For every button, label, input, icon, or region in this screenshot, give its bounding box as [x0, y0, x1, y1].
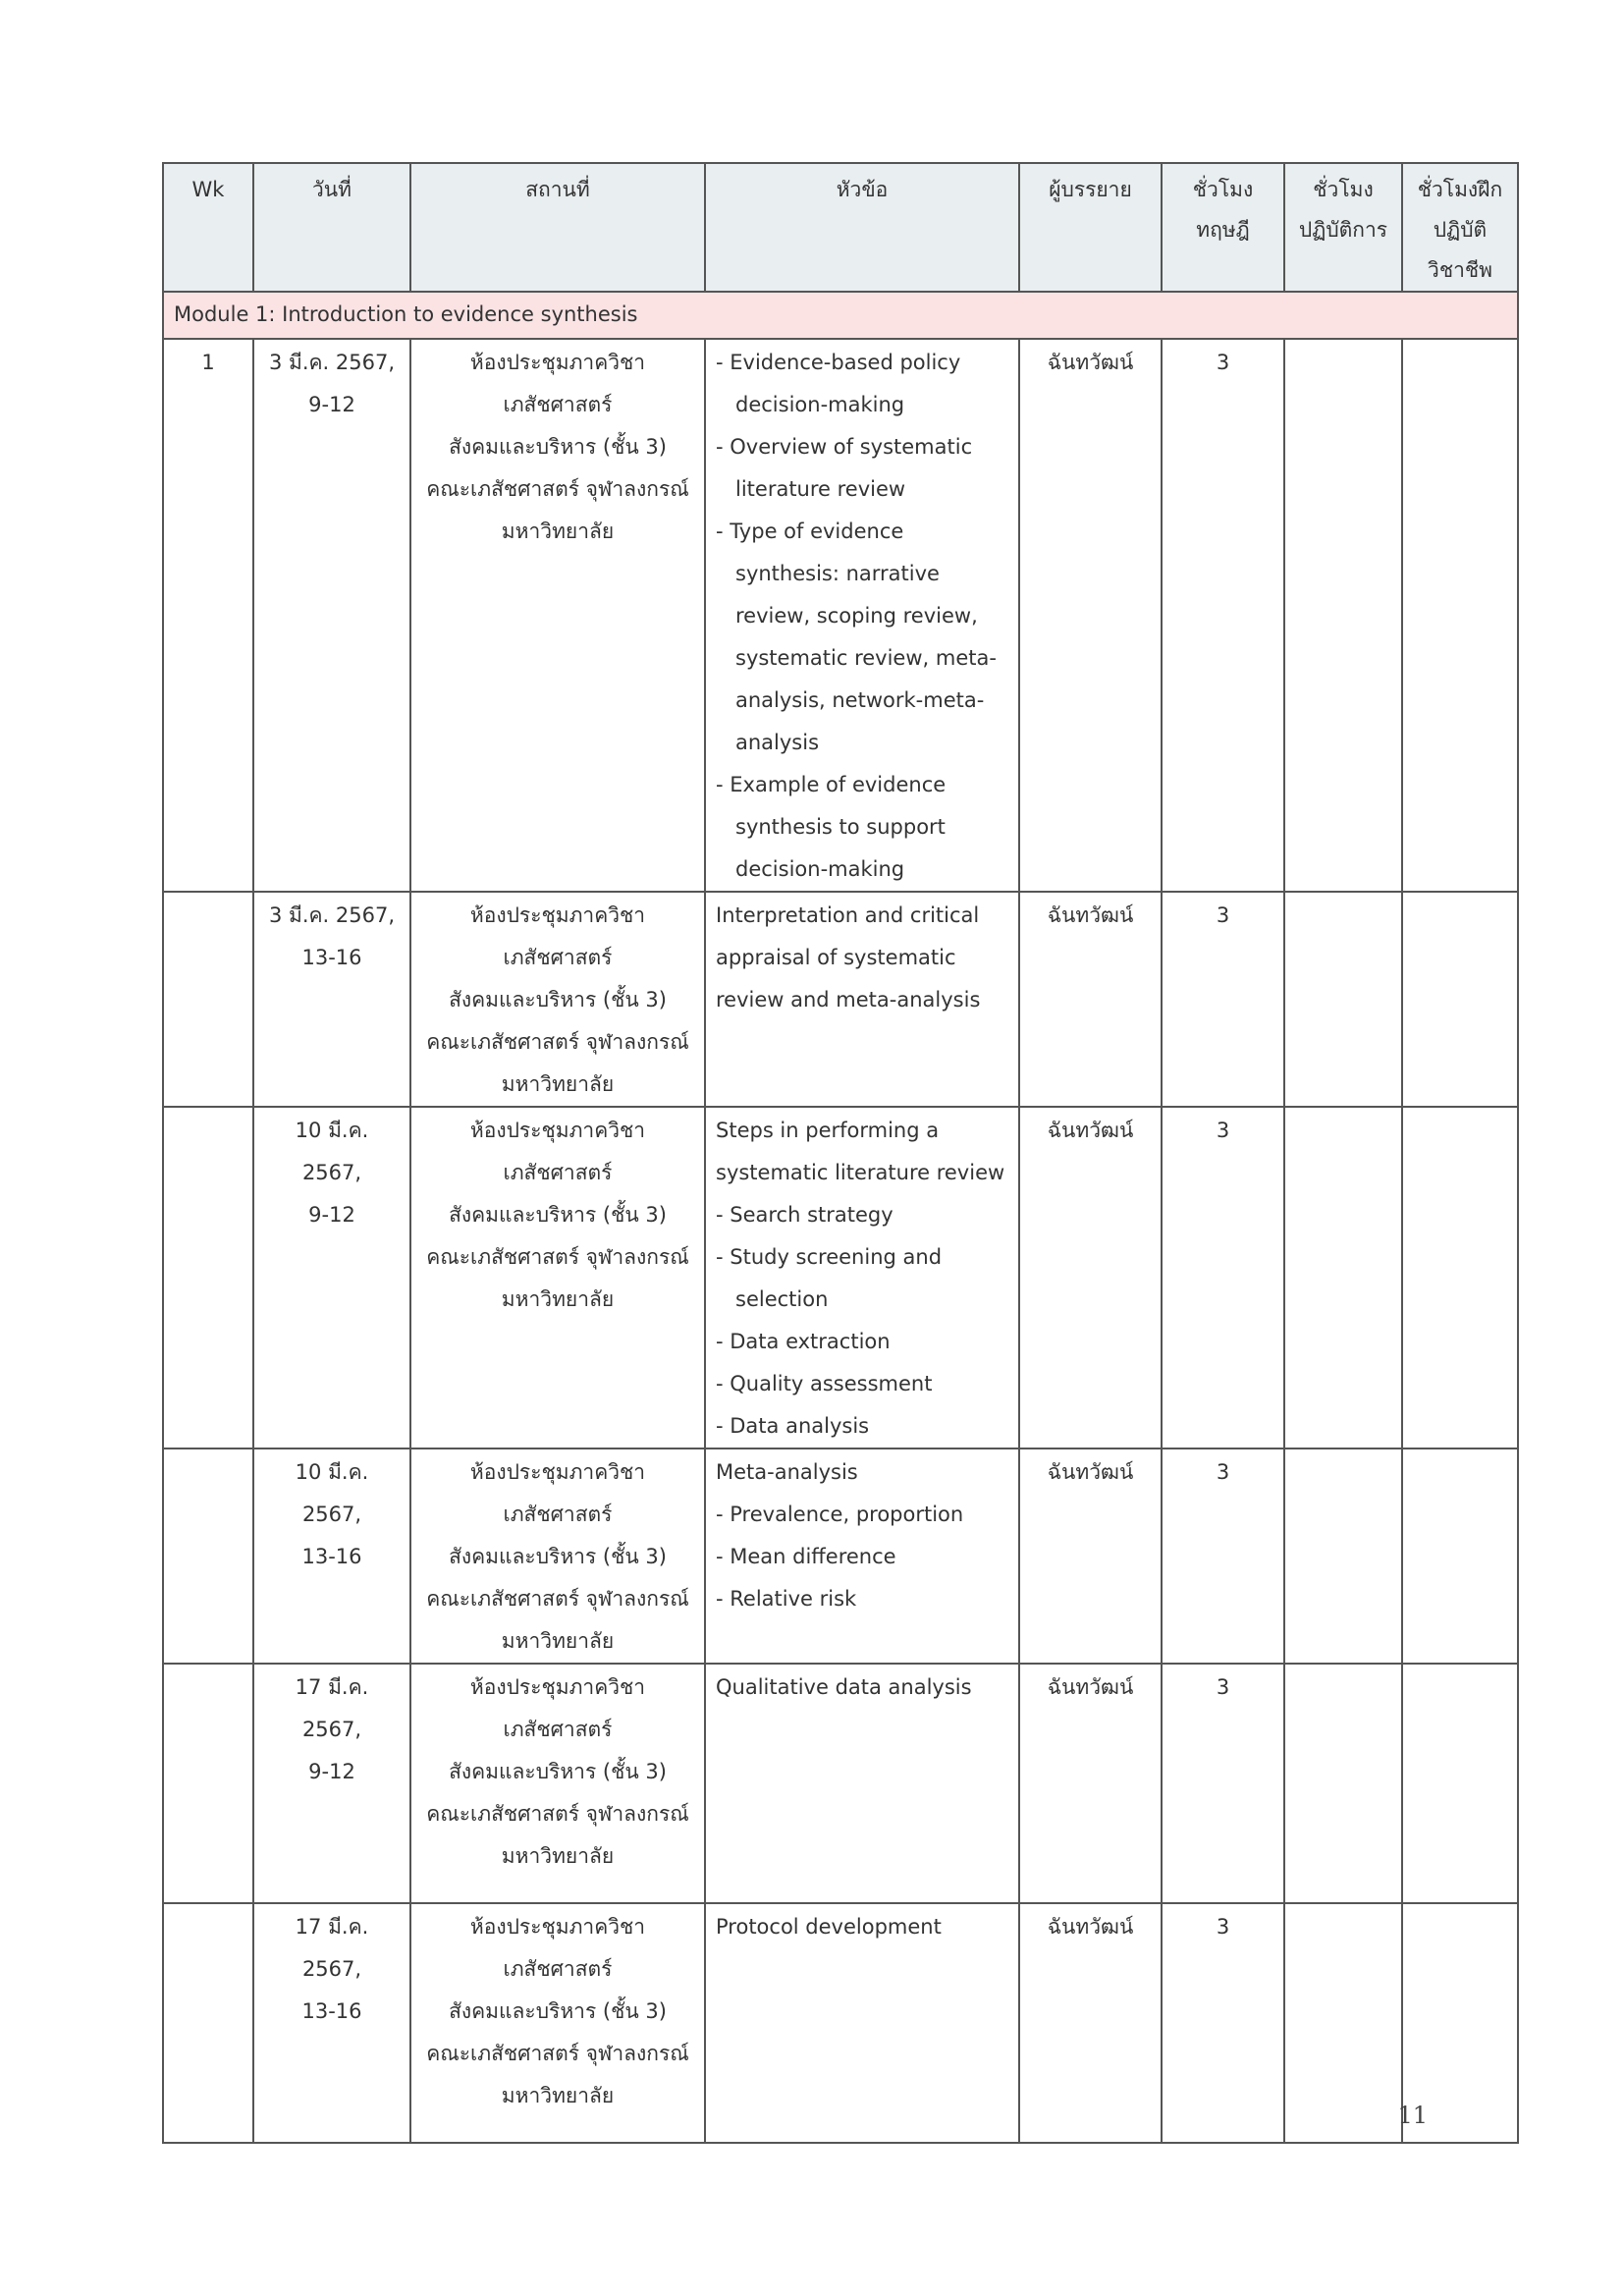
table-row	[163, 1903, 1518, 2143]
place-line: สังคมและบริหาร (ชั้น 3)	[449, 435, 667, 459]
time-text: 9-12	[308, 393, 355, 416]
cell-topic	[705, 892, 1019, 1107]
schedule-table	[162, 162, 1519, 2144]
cell-lecturer: ฉันทวัฒน์	[1019, 1903, 1162, 2143]
cell-lab-hours	[1284, 1107, 1402, 1449]
cell-topic	[705, 339, 1019, 892]
place-line: คณะเภสัชศาสตร์ จุฬาลงกรณ์	[426, 1245, 689, 1269]
time-text: 9-12	[308, 1760, 355, 1783]
place-line: มหาวิทยาลัย	[501, 1072, 615, 1096]
topic-line: Interpretation and critical appraisal of systematic review and meta-analysis	[716, 903, 981, 1011]
cell-wk	[163, 892, 253, 1107]
module-title: Module 1: Introduction to evidence synthesis	[163, 292, 1518, 339]
cell-lab-hours	[1284, 1449, 1402, 1664]
cell-practice-hours	[1402, 339, 1518, 892]
place-line: ห้องประชุมภาควิชาเภสัชศาสตร์	[469, 1675, 646, 1741]
date-text: 10 มี.ค. 2567,	[295, 1119, 369, 1184]
place-line: ห้องประชุมภาควิชาเภสัชศาสตร์	[469, 1460, 646, 1526]
place-line: มหาวิทยาลัย	[501, 2084, 615, 2107]
topic-line: - Relative risk	[716, 1587, 857, 1611]
place-line: ห้องประชุมภาควิชาเภสัชศาสตร์	[469, 1119, 646, 1184]
header-date: วันที่	[253, 163, 410, 292]
cell-place	[410, 1107, 705, 1449]
place-line: คณะเภสัชศาสตร์ จุฬาลงกรณ์	[426, 1030, 689, 1054]
table-row	[163, 1107, 1518, 1449]
place-line: มหาวิทยาลัย	[501, 1844, 615, 1868]
cell-topic	[705, 1664, 1019, 1903]
cell-place	[410, 1664, 705, 1903]
cell-lecturer: ฉันทวัฒน์	[1019, 1664, 1162, 1903]
cell-date	[253, 1449, 410, 1664]
place-line: ห้องประชุมภาควิชาเภสัชศาสตร์	[469, 351, 646, 416]
topic-line: - Evidence-based policy decision-making	[716, 351, 961, 416]
cell-wk	[163, 1107, 253, 1449]
topic-line: - Mean difference	[716, 1545, 896, 1568]
header-row	[163, 163, 1518, 292]
place-line: สังคมและบริหาร (ชั้น 3)	[449, 988, 667, 1011]
cell-lab-hours	[1284, 1903, 1402, 2143]
place-line: มหาวิทยาลัย	[501, 1287, 615, 1311]
cell-place	[410, 1903, 705, 2143]
cell-place	[410, 892, 705, 1107]
cell-theory-hours: 3	[1162, 892, 1284, 1107]
cell-lecturer: ฉันทวัฒน์	[1019, 1107, 1162, 1449]
cell-wk	[163, 1449, 253, 1664]
cell-wk	[163, 1664, 253, 1903]
cell-theory-hours: 3	[1162, 339, 1284, 892]
header-practice-hours: ชั่วโมงฝึก ปฏิบัติ วิชาชีพ	[1402, 163, 1518, 292]
cell-date	[253, 892, 410, 1107]
date-text: 17 มี.ค. 2567,	[295, 1915, 369, 1981]
cell-topic	[705, 1449, 1019, 1664]
header-lab-hours: ชั่วโมง ปฏิบัติการ	[1284, 163, 1402, 292]
place-line: ห้องประชุมภาควิชาเภสัชศาสตร์	[469, 903, 646, 969]
cell-date	[253, 1664, 410, 1903]
page-number: 11	[1397, 2102, 1428, 2129]
cell-date	[253, 339, 410, 892]
date-text: 10 มี.ค. 2567,	[295, 1460, 369, 1526]
time-text: 9-12	[308, 1203, 355, 1227]
cell-place	[410, 1449, 705, 1664]
table-row	[163, 1449, 1518, 1664]
place-line: คณะเภสัชศาสตร์ จุฬาลงกรณ์	[426, 1802, 689, 1826]
place-line: มหาวิทยาลัย	[501, 1629, 615, 1653]
cell-lab-hours	[1284, 339, 1402, 892]
cell-theory-hours: 3	[1162, 1449, 1284, 1664]
topic-line: - Prevalence, proportion	[716, 1503, 964, 1526]
cell-lab-hours	[1284, 1664, 1402, 1903]
place-line: สังคมและบริหาร (ชั้น 3)	[449, 1203, 667, 1227]
topic-line: Steps in performing a systematic literature review	[716, 1119, 1005, 1184]
header-theory-hours: ชั่วโมง ทฤษฎี	[1162, 163, 1284, 292]
date-text: 17 มี.ค. 2567,	[295, 1675, 369, 1741]
topic-line: - Data extraction	[716, 1330, 891, 1353]
table-row	[163, 892, 1518, 1107]
topic-line: Protocol development	[716, 1915, 942, 1939]
cell-topic	[705, 1107, 1019, 1449]
topic-line: - Data analysis	[716, 1414, 870, 1438]
place-line: คณะเภสัชศาสตร์ จุฬาลงกรณ์	[426, 1587, 689, 1611]
cell-theory-hours: 3	[1162, 1664, 1284, 1903]
topic-line: - Search strategy	[716, 1203, 893, 1227]
header-wk: Wk	[163, 163, 253, 292]
module-row	[163, 292, 1518, 339]
cell-date	[253, 1107, 410, 1449]
cell-topic	[705, 1903, 1019, 2143]
cell-date	[253, 1903, 410, 2143]
cell-place	[410, 339, 705, 892]
header-place: สถานที่	[410, 163, 705, 292]
cell-wk: 1	[163, 339, 253, 892]
cell-practice-hours	[1402, 1107, 1518, 1449]
table-row	[163, 339, 1518, 892]
cell-wk	[163, 1903, 253, 2143]
topic-line: - Study screening and selection	[716, 1245, 943, 1311]
date-text: 3 มี.ค. 2567,	[268, 903, 396, 927]
topic-line: - Example of evidence synthesis to support decision-making	[716, 773, 947, 881]
topic-line: - Overview of systematic literature review	[716, 435, 973, 501]
cell-lecturer: ฉันทวัฒน์	[1019, 1449, 1162, 1664]
time-text: 13-16	[301, 1545, 362, 1568]
cell-practice-hours	[1402, 1449, 1518, 1664]
time-text: 13-16	[301, 1999, 362, 2023]
topic-line: Qualitative data analysis	[716, 1675, 972, 1699]
cell-theory-hours: 3	[1162, 1903, 1284, 2143]
place-line: คณะเภสัชศาสตร์ จุฬาลงกรณ์	[426, 477, 689, 501]
header-topic: หัวข้อ	[705, 163, 1019, 292]
topic-line: Meta-analysis	[716, 1460, 858, 1484]
place-line: ห้องประชุมภาควิชาเภสัชศาสตร์	[469, 1915, 646, 1981]
place-line: สังคมและบริหาร (ชั้น 3)	[449, 1760, 667, 1783]
cell-lab-hours	[1284, 892, 1402, 1107]
time-text: 13-16	[301, 946, 362, 969]
cell-practice-hours	[1402, 892, 1518, 1107]
place-line: คณะเภสัชศาสตร์ จุฬาลงกรณ์	[426, 2042, 689, 2065]
cell-lecturer: ฉันทวัฒน์	[1019, 339, 1162, 892]
topic-line: - Quality assessment	[716, 1372, 933, 1395]
place-line: มหาวิทยาลัย	[501, 519, 615, 543]
header-lecturer: ผู้บรรยาย	[1019, 163, 1162, 292]
place-line: สังคมและบริหาร (ชั้น 3)	[449, 1545, 667, 1568]
cell-practice-hours	[1402, 1664, 1518, 1903]
cell-theory-hours: 3	[1162, 1107, 1284, 1449]
topic-line: - Type of evidence synthesis: narrative review, scoping review, systematic review, meta-analysis, network-meta-analysis	[716, 519, 997, 754]
cell-lecturer: ฉันทวัฒน์	[1019, 892, 1162, 1107]
place-line: สังคมและบริหาร (ชั้น 3)	[449, 1999, 667, 2023]
date-text: 3 มี.ค. 2567,	[268, 351, 396, 374]
table-row	[163, 1664, 1518, 1903]
